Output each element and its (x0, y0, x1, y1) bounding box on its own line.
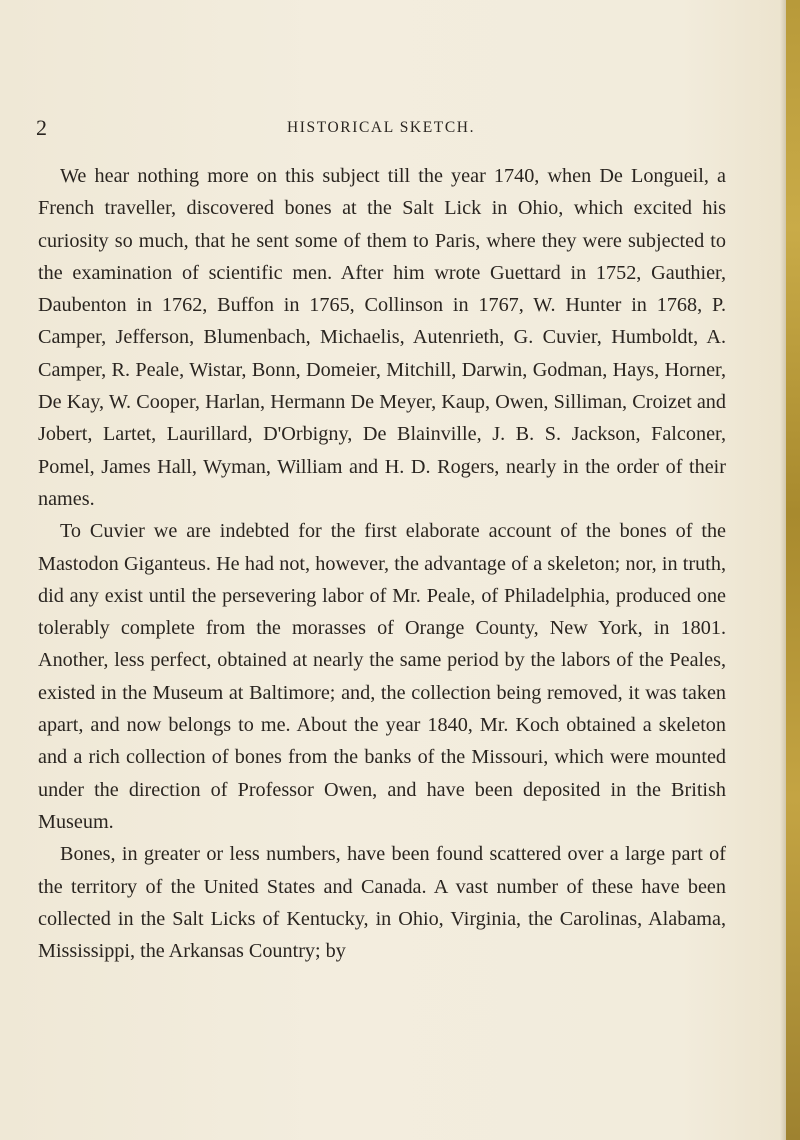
body-text (38, 160, 726, 967)
running-head: HISTORICAL SKETCH. (286, 119, 476, 136)
paragraph-1: We hear nothing more on this subject till the year 1740, when De Longueil, a French traveller, discovered bones at the Salt Lick in Ohio, which excited his curiosity so much, that he sent some of them to Paris, where they were subjected to the examination of scientific men. After him wrote Guettard in 1752, Gauthier, Daubenton in 1762, Buffon in 1765, Collinson in 1767, W. Hunter in 1768, P. Camper, Jefferson, Blumenbach, Michaelis, Autenrieth, G. Cuvier, Humboldt, A. Camper, R. Peale, Wistar, Bonn, Domeier, Mitchill, Darwin, Godman, Hays, Horner, De Kay, W. Cooper, Harlan, Hermann De Meyer, Kaup, Owen, Silliman, Croizet and Jobert, Lartet, Laurillard, D'Orbigny, De Blainville, J. B. S. Jackson, Falconer, Pomel, James Hall, Wyman, William and H. D. Rogers, nearly in the order of their names. (38, 165, 726, 510)
page-header (36, 116, 726, 140)
gilt-page-edge (786, 0, 800, 1140)
page-number: 2 (36, 115, 47, 140)
paragraph-3: Bones, in greater or less numbers, have been found scattered over a large part of the territory of the United States and Canada. A vast number of these have been collected in the Salt Licks of Kentucky, in Ohio, Virginia, the Carolinas, Alabama, Mississippi, the Arkansas Country; by (38, 843, 726, 963)
paragraph-2: To Cuvier we are indebted for the first elaborate account of the bones of the Mastodon Giganteus. He had not, however, the advantage of a skeleton; nor, in truth, did any exist until the persevering labor of Mr. Peale, of Philadelphia, produced one tolerably complete from the morasses of Orange County, New York, in 1801. Another, less perfect, obtained at nearly the same period by the labors of the Peales, existed in the Museum at Baltimore; and, the collection being removed, it was taken apart, and now belongs to me. About the year 1840, Mr. Koch obtained a skeleton and a rich collection of bones from the banks of the Missouri, which were mounted under the direction of Professor Owen, and have been deposited in the British Museum. (38, 520, 726, 833)
